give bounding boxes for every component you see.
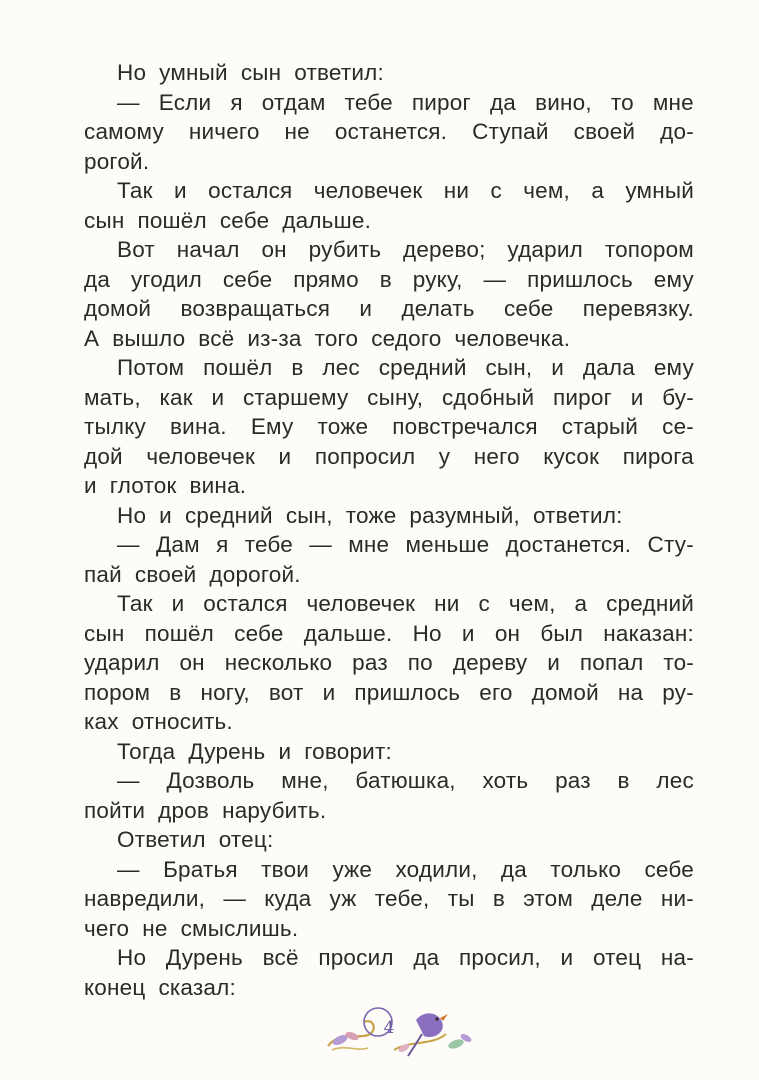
text-line: — Дам я тебе — мне меньше достанется. Сту- [117, 532, 694, 557]
text-line: Но Дурень всё просил да просил, и отец на- [117, 945, 694, 970]
text-line: Вот начал он рубить дерево; ударил топором [117, 237, 694, 262]
text-line: да угодил себе прямо в руку, — пришлось ему [84, 266, 694, 292]
text-line: Но умный сын ответил: [117, 60, 384, 85]
text-line: самому ничего не останется. Ступай своей до- [84, 119, 694, 144]
text-line: А вышло всё из-за того седого человечка. [84, 325, 571, 351]
text-line: сын пошёл себе дальше. Но и он был наказан: [84, 620, 694, 646]
text-line: домой возвращаться и делать себе перевязку. [84, 296, 694, 321]
text-line: — Дозволь мне, батюшка, хоть раз в лес [117, 768, 694, 793]
text-line: ударил он несколько раз по дереву и попал то- [84, 650, 694, 675]
text-line: навредили, — куда уж тебе, ты в этом деле ни- [84, 886, 694, 911]
text-line: пай своей дорогой. [84, 561, 301, 587]
bird-ornament-icon [320, 1000, 480, 1060]
text-line: и глоток вина. [84, 473, 247, 498]
text-line: — Братья твои уже ходили, да только себе [117, 856, 694, 882]
text-line: Тогда Дурень и говорит: [117, 738, 392, 764]
text-line: Так и остался человечек ни с чем, а средний [117, 591, 694, 616]
text-line: мать, как и старшему сыну, сдобный пирог и бу- [84, 384, 694, 410]
page-number: 4 [383, 1018, 395, 1038]
text-line: пором в ногу, вот и пришлось его домой на ру- [84, 679, 694, 705]
text-line: рогой. [84, 148, 150, 174]
text-line: конец сказал: [84, 974, 236, 1000]
text-line: Но и средний сын, тоже разумный, ответил: [117, 502, 623, 528]
text-line: Так и остался человечек ни с чем, а умный [117, 178, 694, 203]
text-line: чего не смыслишь. [84, 915, 299, 941]
text-line: тылку вина. Ему тоже повстречался старый се- [84, 414, 694, 439]
text-line: дой человечек и попросил у него кусок пирога [84, 443, 694, 469]
page-text [84, 58, 694, 1002]
text-line: пойти дров нарубить. [84, 797, 327, 823]
text-line: Потом пошёл в лес средний сын, и дала ему [117, 355, 694, 380]
text-line: ках относить. [84, 709, 233, 734]
text-line: — Если я отдам тебе пирог да вино, то мне [117, 89, 694, 115]
text-line: Ответил отец: [117, 827, 274, 852]
text-line: сын пошёл себе дальше. [84, 207, 372, 233]
